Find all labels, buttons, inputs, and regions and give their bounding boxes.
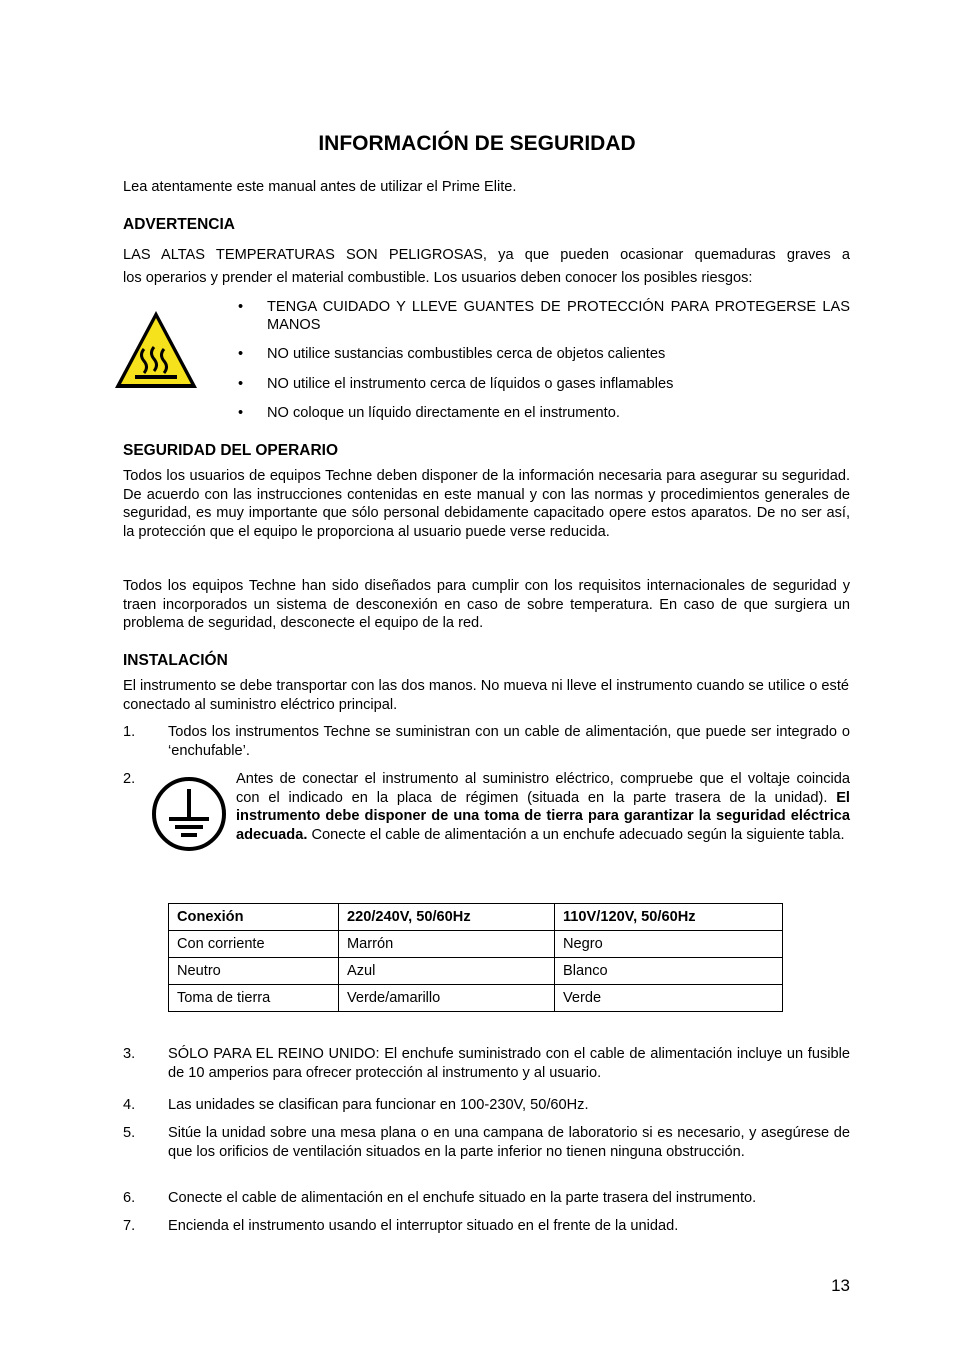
step-text-bold: El instrumento debe disponer de una toma de tierra para garantizar la seguridad eléctrica adecuada. bbox=[236, 789, 850, 843]
table-header-cell: Conexión bbox=[169, 904, 339, 931]
table-cell: Marrón bbox=[339, 931, 555, 958]
install-step-4 bbox=[123, 1096, 850, 1115]
page-number: 13 bbox=[831, 1276, 850, 1295]
step-number: 7. bbox=[123, 1218, 136, 1234]
bullet-text: NO utilice sustancias combustibles cerca de objetos calientes bbox=[267, 346, 666, 362]
table-cell: Neutro bbox=[169, 958, 339, 985]
table-row bbox=[169, 985, 783, 1012]
installation-heading: INSTALACIÓN bbox=[123, 652, 228, 669]
operator-paragraph-2: Todos los equipos Techne han sido diseñados para cumplir con los requisitos internacionales de seguridad y traen incorporados un sistema de desconexión en caso de sobre temperatura. En caso de que surgiera un problema de seguridad, desconecte el equipo de la red. bbox=[123, 578, 850, 631]
step-text bbox=[236, 770, 850, 844]
bullet-text: NO utilice el instrumento cerca de líquidos o gases inflamables bbox=[267, 376, 674, 392]
step-number: 5. bbox=[123, 1125, 136, 1141]
warning-bullet-2 bbox=[238, 345, 850, 363]
step-number: 2. bbox=[123, 771, 136, 787]
table-row bbox=[169, 958, 783, 985]
step-text: Encienda el instrumento usando el interruptor situado en el frente de la unidad. bbox=[168, 1218, 679, 1234]
hot-surface-warning-icon bbox=[113, 309, 199, 391]
operator-heading: SEGURIDAD DEL OPERARIO bbox=[123, 442, 339, 459]
step-number: 3. bbox=[123, 1046, 136, 1062]
table-cell: Toma de tierra bbox=[169, 985, 339, 1012]
step-text: Sitúe la unidad sobre una mesa plana o en una campana de laboratorio si es necesario, y asegúrese de que los orificios de ventilación situados en la parte inferior no tienen ninguna obstrucción. bbox=[168, 1125, 850, 1160]
step-text-b: Conecte el cable de alimentación a un enchufe adecuado según la siguiente tabla. bbox=[311, 826, 845, 843]
install-step-5 bbox=[123, 1124, 850, 1180]
page-title: INFORMACIÓN DE SEGURIDAD bbox=[318, 132, 636, 155]
bullet-dot: • bbox=[238, 376, 244, 392]
step-text: Las unidades se clasifican para funcionar en 100-230V, 50/60Hz. bbox=[168, 1097, 589, 1113]
step-text: SÓLO PARA EL REINO UNIDO: El enchufe suministrado con el cable de alimentación incluye un fusible de 10 amperios para ofrecer protección al instrumento y al usuario. bbox=[168, 1046, 850, 1081]
warning-line-1: LAS ALTAS TEMPERATURAS SON PELIGROSAS, ya que pueden ocasionar quemaduras graves a bbox=[123, 247, 850, 263]
install-step-6 bbox=[123, 1189, 850, 1208]
step-text: Todos los instrumentos Techne se suministran con un cable de alimentación, que puede ser integrado o ‘enchufable’. bbox=[168, 724, 850, 759]
table-row bbox=[169, 931, 783, 958]
warning-heading: ADVERTENCIA bbox=[123, 216, 235, 233]
operator-paragraph-1: Todos los usuarios de equipos Techne deben disponer de la información necesaria para asegurar su seguridad. De acuerdo con las instrucciones contenidas en este manual y con las normas y procedimientos generales de seguridad, es muy importante que sólo personal debidamente capacitado opere estos aparatos. De no ser así, la protección que el equipo le proporciona al usuario puede verse reducida. bbox=[123, 468, 850, 540]
table-header-cell: 110V/120V, 50/60Hz bbox=[555, 904, 783, 931]
table-cell: Verde/amarillo bbox=[339, 985, 555, 1012]
table-cell: Verde bbox=[555, 985, 783, 1012]
step-text: Conecte el cable de alimentación en el enchufe situado en la parte trasera del instrumento. bbox=[168, 1190, 757, 1206]
bullet-text: TENGA CUIDADO Y LLEVE GUANTES DE PROTECCIÓN PARA PROTEGERSE LAS MANOS bbox=[267, 299, 850, 333]
intro-text: Lea atentamente este manual antes de utilizar el Prime Elite. bbox=[123, 179, 517, 195]
earth-ground-icon bbox=[150, 775, 228, 853]
table-cell: Negro bbox=[555, 931, 783, 958]
table-header-cell: 220/240V, 50/60Hz bbox=[339, 904, 555, 931]
bullet-dot: • bbox=[238, 346, 244, 362]
table-header-row bbox=[169, 904, 783, 931]
warning-bullet-1 bbox=[238, 298, 850, 336]
bullet-text: NO coloque un líquido directamente en el instrumento. bbox=[267, 405, 620, 421]
step-number: 4. bbox=[123, 1097, 136, 1113]
step-text-a: Antes de conectar el instrumento al suministro eléctrico, compruebe que el voltaje coincida con el indicado en la placa de régimen (situada en la parte trasera de la unidad). bbox=[236, 771, 850, 806]
warning-line-2: los operarios y prender el material combustible. Los usuarios deben conocer los posibles riesgos: bbox=[123, 270, 753, 286]
wiring-table bbox=[168, 903, 783, 1012]
installation-intro: El instrumento se debe transportar con las dos manos. No mueva ni lleve el instrumento cuando se utilice o esté conectado al suministro eléctrico principal. bbox=[123, 678, 850, 713]
table-cell: Blanco bbox=[555, 958, 783, 985]
warning-bullet-3 bbox=[238, 375, 850, 393]
step-number: 1. bbox=[123, 724, 136, 740]
install-step-2 bbox=[123, 770, 850, 862]
bullet-dot: • bbox=[238, 405, 244, 421]
install-step-3 bbox=[123, 1045, 850, 1083]
table-cell: Con corriente bbox=[169, 931, 339, 958]
warning-bullet-4 bbox=[238, 404, 850, 422]
install-step-1 bbox=[123, 723, 850, 761]
bullet-dot: • bbox=[238, 299, 244, 315]
table-cell: Azul bbox=[339, 958, 555, 985]
install-step-7 bbox=[123, 1217, 850, 1236]
step-number: 6. bbox=[123, 1190, 136, 1206]
